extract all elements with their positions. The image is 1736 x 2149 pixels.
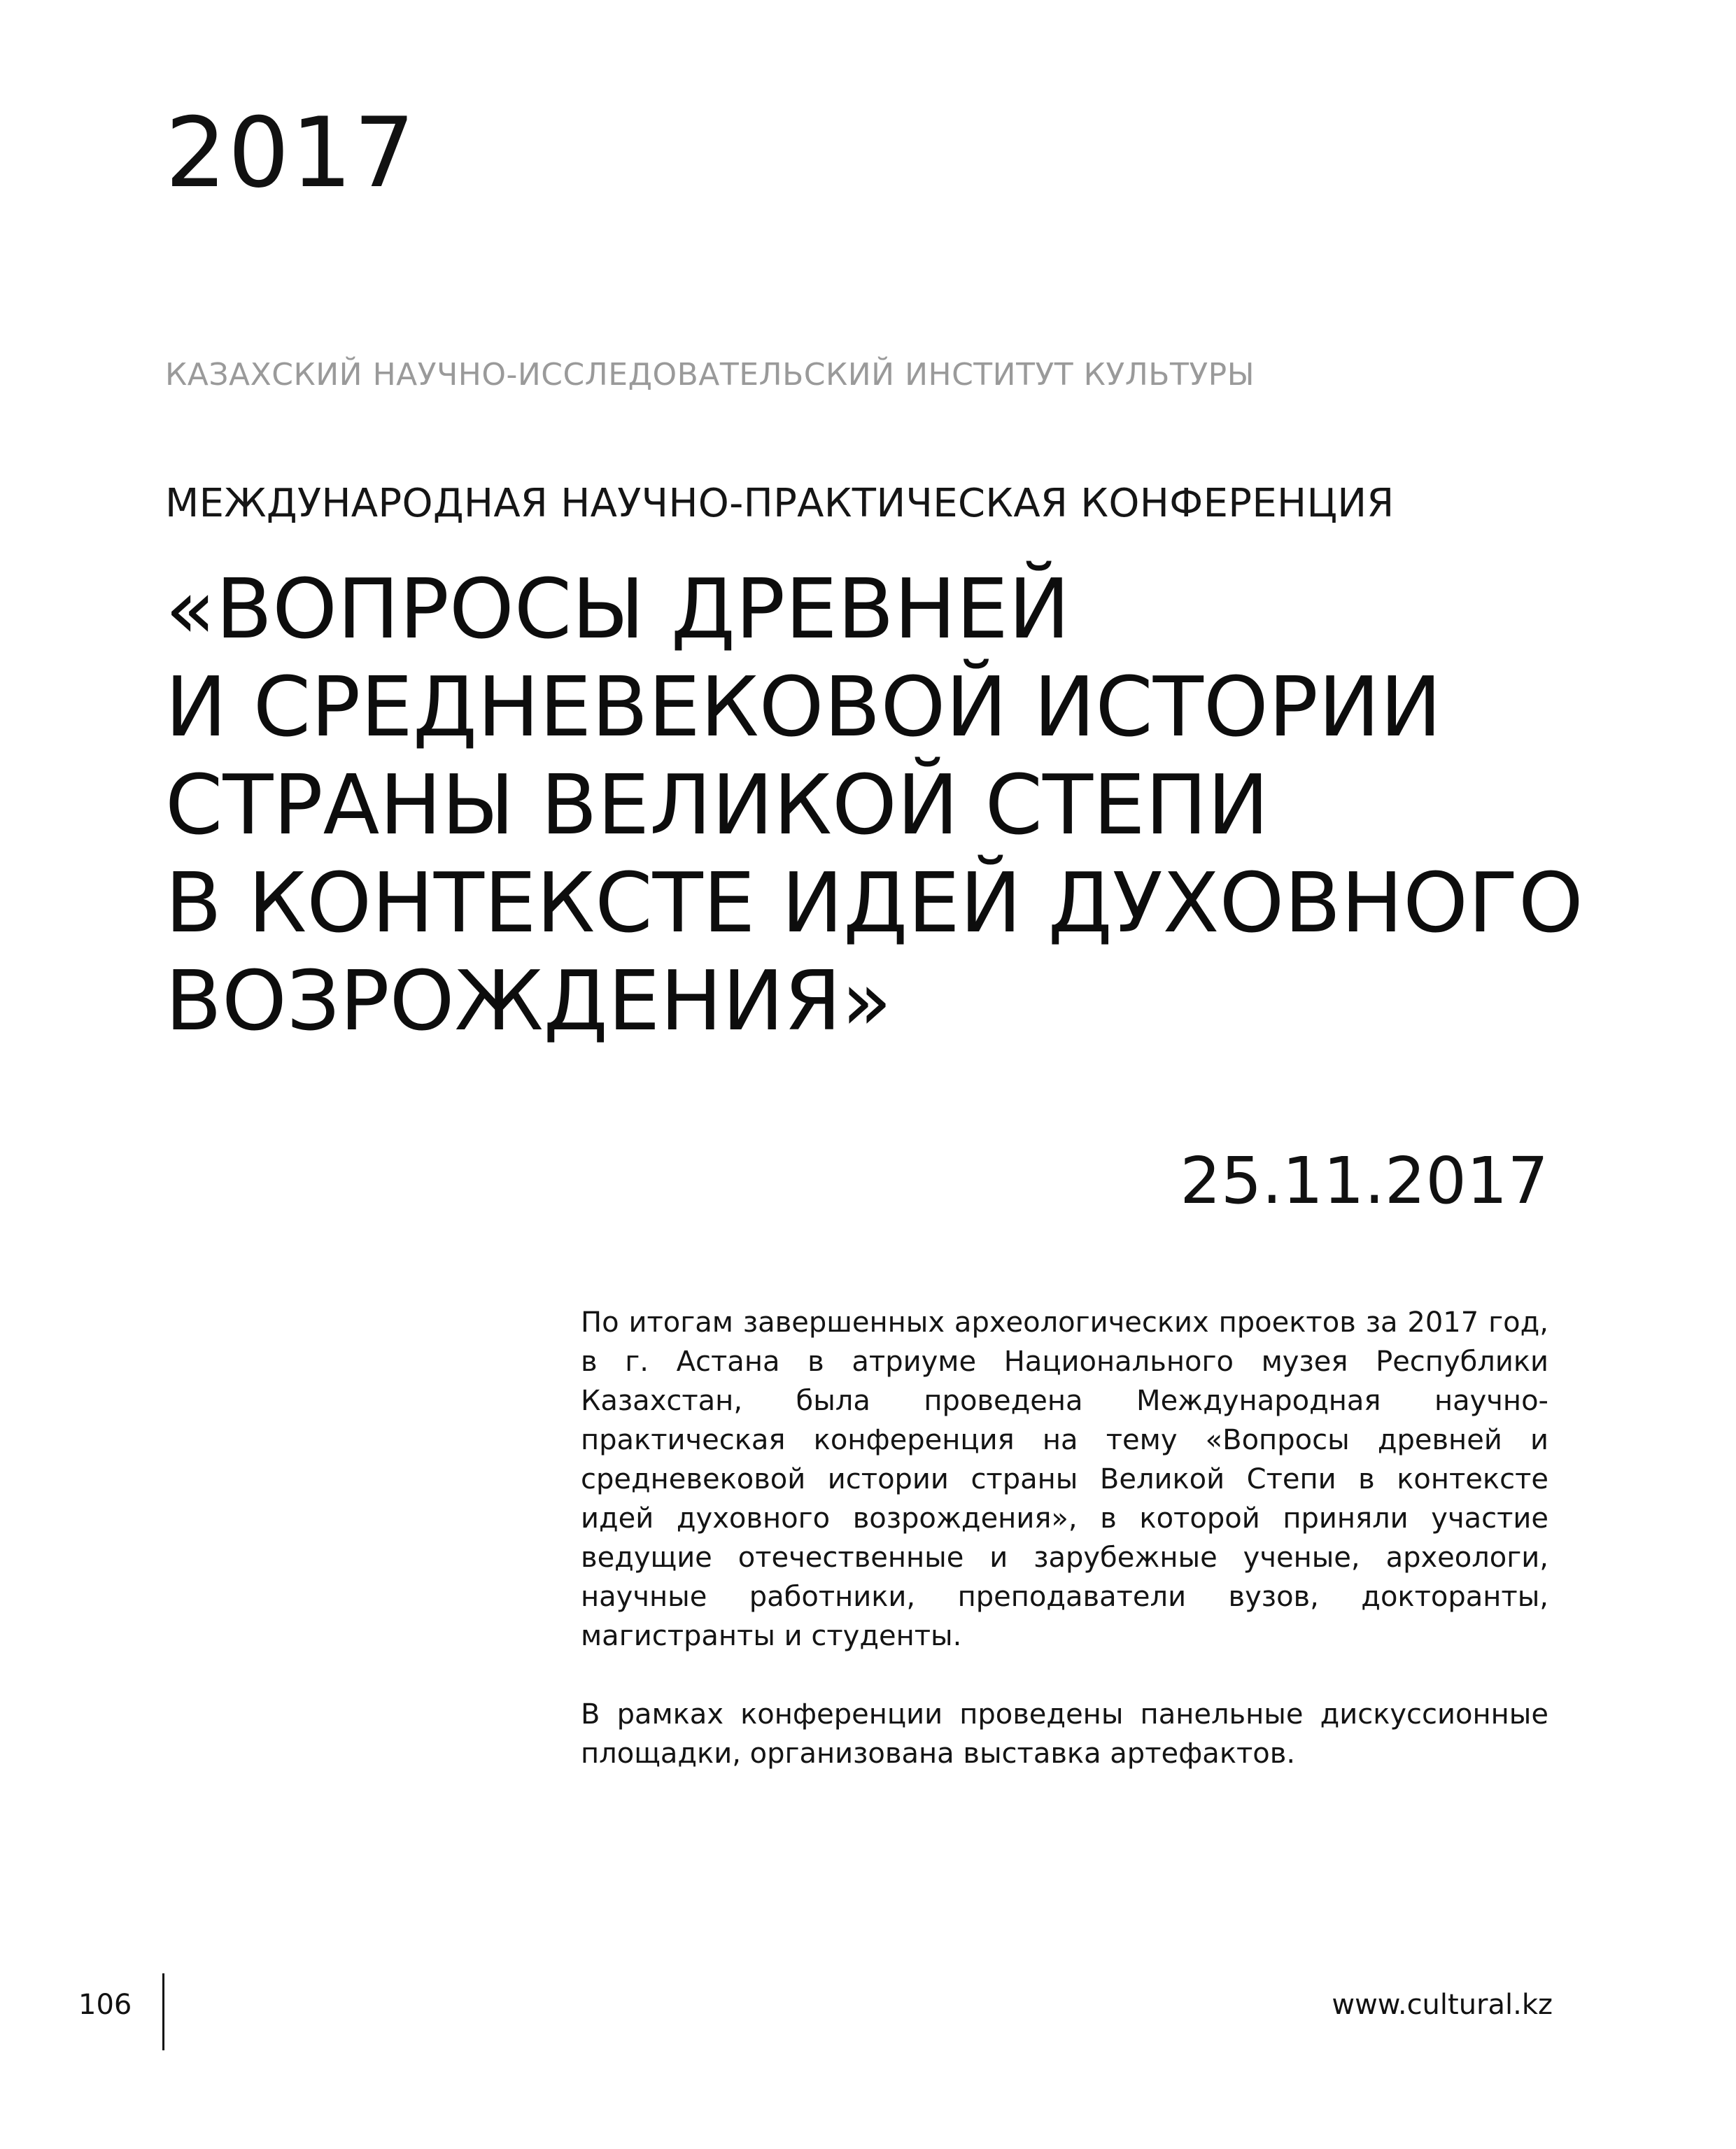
conference-title-line: «ВОПРОСЫ ДРЕВНЕЙ xyxy=(165,561,1071,657)
website-link[interactable]: www.cultural.kz xyxy=(1332,1989,1553,2021)
year-heading: 2017 xyxy=(165,97,417,209)
institute-name: КАЗАХСКИЙ НАУЧНО-ИССЛЕДОВАТЕЛЬСКИЙ ИНСТИТУТ КУЛЬТУРЫ xyxy=(165,357,1255,393)
conference-date: 25.11.2017 xyxy=(1180,1143,1548,1218)
conference-title xyxy=(165,560,1583,1050)
conference-title-line: В КОНТЕКСТЕ ИДЕЙ ДУХОВНОГО xyxy=(165,854,1583,951)
article-paragraph: В рамках конференции проведены панельные дискуссионные площадки, организована выставка артефактов. xyxy=(581,1698,1548,1770)
article-body xyxy=(581,1303,1548,1812)
conference-title-line: СТРАНЫ ВЕЛИКОЙ СТЕПИ xyxy=(165,756,1269,853)
conference-label: МЕЖДУНАРОДНАЯ НАУЧНО-ПРАКТИЧЕСКАЯ КОНФЕРЕНЦИЯ xyxy=(165,481,1395,526)
conference-title-line: ВОЗРОЖДЕНИЯ» xyxy=(165,952,892,1049)
conference-title-line: И СРЕДНЕВЕКОВОЙ ИСТОРИИ xyxy=(165,658,1442,755)
article-paragraph: По итогам завершенных археологических проектов за 2017 год, в г. Астана в атриуме Национального музея Республики Казахстан, была проведена Международная научно-практическая конференция на тему «Вопросы древней и средневековой истории страны Великой Степи в контексте идей духовного возрождения», в которой приняли участие ведущие отечественные и зарубежные ученые, археологи, научные работники, преподаватели вузов, докторанты, магистранты и студенты. xyxy=(581,1306,1548,1652)
footer-divider xyxy=(162,1973,164,2050)
page-number: 106 xyxy=(78,1989,132,2021)
